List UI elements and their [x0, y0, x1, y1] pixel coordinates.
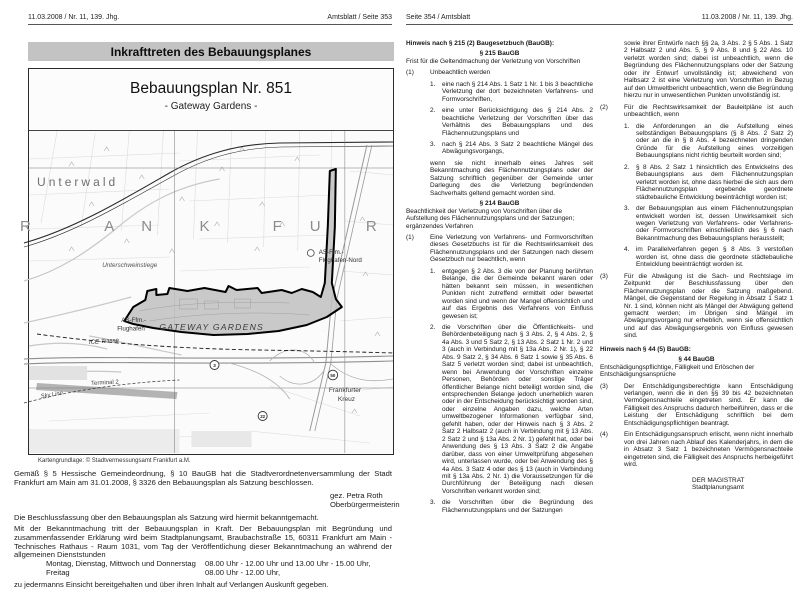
paragraph-marker: (1) — [406, 233, 414, 241]
section-215-heading: § 215 BauGB — [479, 50, 520, 58]
inspection-paragraph: zu jedermanns Einsicht bereitgehalten und über ihren Inhalt auf Verlangen Auskunft gegeben. — [14, 580, 329, 589]
paragraph-text: Für die Rechtswirksamkeit der Bauleitpläne ist auch unbeachtlich, wenn — [624, 103, 793, 119]
item-number: 2. — [624, 163, 630, 171]
list-item — [406, 499, 593, 514]
route-badge-3: 22 — [260, 413, 266, 419]
map-label-as-flughafen-1: AS-Ffm.- — [121, 317, 147, 324]
map-label-sky-line: Sky Line — [40, 390, 64, 400]
paragraph-214-2 — [600, 104, 793, 119]
section-214-subtitle: Beachtlichkeit der Verletzung von Vorschriften über die Aufstellung des Flächennutzungsplans und der Satzungen; ergänzendes Verfahren — [406, 207, 575, 230]
paragraph-text: Der Entschädigungsberechtigte kann Entschädigung verlangen, wenn die in den §§ 39 bis 42 bezeichneten Vermögensnachteile eingetreten sind. Er kann die Fälligkeit des Anspruchs dadurch herbeiführen, dass er die Leistung der Entschädigung schriftlich bei dem Entschädigungspflichtigen beantragt. — [624, 382, 793, 427]
paragraph-marker: (2) — [600, 103, 608, 111]
map-title: Bebauungsplan Nr. 851 — [129, 80, 293, 97]
map-label-as-flughafen-2: Flughafen — [117, 325, 145, 333]
announcement-title: Inkrafttreten des Bebauungsplanes — [28, 42, 394, 61]
resolution-paragraph: Gemäß § 5 Hessische Gemeindeordnung, § 10 BauGB hat die Stadtverordnetenversammlung der Stadt Frankfurt am Main am 31.01.2008, § 3326 den Bebauungsplan als Satzung beschlossen. — [14, 469, 392, 487]
magistrat-line-2: Stadtplanungsamt — [692, 484, 744, 492]
list-item — [406, 268, 593, 320]
item-number: 3. — [430, 140, 436, 148]
item-text: der Bebauungsplan aus einem Flächennutzungsplan entwickelt worden ist, dessen Unwirksamkeit sich wegen Verletzung von Verfahrens- oder Verfahrens- oder Formvorschriften einschließlich des § 6 nach Bekanntmachung des Bebauungsplans herausstellt; — [636, 205, 793, 242]
section-44-heading: § 44 BauGB — [678, 356, 715, 364]
hint-44-heading: Hinweis nach § 44 (5) BauGB: — [600, 345, 691, 353]
signature-block — [330, 492, 400, 510]
map-label-as-nord-1: AS-Ffm.- — [318, 249, 344, 256]
paragraph-text: Ein Entschädigungsanspruch erlischt, wenn nicht innerhalb von drei Jahren nach Ablauf des Kalenderjahrs, in dem die in Absatz 3 Satz 1 bezeichneten Vermögensnachteile eingetreten sind, die Fälligkeit des Anspruchs herbeigeführt wird. — [624, 431, 793, 469]
office-hours-row — [46, 569, 392, 578]
magistrat-signature — [692, 477, 793, 492]
item-text: entgegen § 2 Abs. 3 die von der Planung berührten Belange, die der Gemeinde bekannt waren oder hätten bekannt sein müssen, in wesentlichen Punkten nicht zutreffend ermittelt oder bewertet worden sind und wenn der Mangel offensichtlich und auf das Ergebnis des Verfahrens von Einfluss gewesen ist; — [442, 267, 593, 320]
legal-column-1 — [406, 40, 593, 514]
map-label-unterwald: Unterwald — [37, 175, 119, 189]
legal-column-2 — [600, 40, 793, 492]
signature-title: Oberbürgermeisterin — [330, 499, 400, 509]
item-text: die Vorschriften über die Öffentlichkeits- und Behördenbeteiligung nach § 3 Abs. 2, § 4 Abs. 2, § 4a Abs. 3 und 5 Satz 2, § 13 Abs. 2 Satz 1 Nr. 2 und 3 (auch in Verbindung mit § 13a Abs. 2 Nr. 1), § 22 Abs. 9 Satz 2, § 34 Abs. 6 Satz 1 sowie § 35 Abs. 6 Satz 5 verletzt worden sind; dabei ist unbeachtlich, wenn bei Anwendung der Vorschriften einzelne Personen, Behörden oder sonstige Träger öffentlicher Belange nicht beteiligt worden sind, die entsprechenden Belange jedoch unerheblich waren oder in der Entscheidung berücksichtigt worden sind, oder einzelne Angaben dazu, welche Arten umweltbezogener Informationen verfügbar sind, gefehlt haben, oder der Hinweis nach § 3 Abs. 2 Satz 2 Halbsatz 2 (auch in Verbindung mit § 13 Abs. 2 Satz 2 und § 13a Abs. 2 Nr. 1) gefehlt hat, oder bei Anwendung des § 13 Abs. 3 Satz 2 die Angabe darüber, dass von einer Umweltprüfung abgesehen wird, unterlassen wurde, oder bei Anwendung des § 4a Abs. 3 Satz 4 oder des § 13 (auch in Verbindung mit § 13a Abs. 2 Nr. 1) die Voraussetzungen für die Durchführung der Beteiligung nach diesen Vorschriften verkannt worden sind; — [442, 323, 594, 495]
list-item — [406, 107, 593, 137]
list-item — [406, 324, 593, 495]
city-map — [19, 131, 393, 453]
map-label-frankfurt-letters: R A N K F U R — [19, 218, 377, 235]
item-text: die Anforderungen an die Aufstellung eines selbständigen Bebauungsplans (§ 8 Abs. 2 Satz 2) oder an die in § 8 Abs. 4 bezeichneten dringenden Gründe für die Aufstellung eines vorzeitigen Bebauungsplans nicht richtig beurteilt worden sind; — [636, 122, 793, 160]
paragraph-marker: (1) — [406, 69, 414, 77]
paragraph-44-3 — [600, 383, 793, 428]
paragraph-marker: (4) — [600, 431, 608, 439]
office-hours — [46, 560, 392, 577]
map-label-frankfurter: Frankfurter — [328, 387, 362, 394]
item-number: 1. — [624, 122, 630, 130]
right-header-date: 11.03.2008 / Nr. 11, 139. Jhg. — [701, 14, 793, 21]
map-figure — [19, 68, 394, 455]
item-number: 4. — [624, 246, 630, 254]
paragraph-214-3 — [600, 273, 793, 340]
item-number: 1. — [430, 267, 436, 275]
left-header-page: Amtsblatt / Seite 353 — [327, 14, 392, 21]
item-text: eine nach § 214 Abs. 1 Satz 1 Nr. 1 bis 3 beachtliche Verletzung der dort bezeichneten Verfahrens- und Formvorschriften, — [442, 80, 593, 103]
item-text: eine unter Berücksichtigung des § 214 Abs. 2 beachtliche Verletzung der Vorschriften über das Verhältnis des Bebauungsplans und des Flächennutzungsplans und — [442, 107, 593, 137]
right-header-page: Seite 354 / Amtsblatt — [406, 14, 471, 21]
paragraph-marker: (3) — [600, 382, 608, 390]
hint-215-heading: Hinweis nach § 215 (2) Baugesetzbuch (BauGB): — [406, 40, 555, 47]
map-label-unterschweinstiege: Unterschweinstiege — [102, 262, 158, 269]
office-hours-days: Montag, Dienstag, Mittwoch und Donnerstag — [46, 559, 196, 568]
paragraph-44-4 — [600, 431, 793, 468]
office-hours-times: 08.00 Uhr - 12.00 Uhr, — [205, 567, 281, 577]
map-label-ice-trasse: ICE-Trasse — [88, 337, 120, 346]
route-badge-1: 3 — [213, 362, 216, 368]
list-item — [600, 205, 793, 242]
paragraph-214-1 — [406, 234, 593, 264]
item-number: 3. — [430, 499, 436, 507]
paragraph-215-1 — [406, 69, 593, 76]
effective-paragraph: Mit der Bekanntmachung tritt der Bebauungsplan in Kraft. Der Bebauungsplan mit Begründung und zusammenfassender Erklärung wird beim Stadtplanungsamt, Braubachstraße 15, 60311 Frankfurt am Main - Technisches Rathaus - Raum 1031, vom Tag der Veröffentlichung dieser Bekanntmachung an während der allgemeinen Dienststunden — [14, 524, 392, 560]
continuation-paragraph: sowie ihrer Entwürfe nach §§ 2a, 3 Abs. 2 § 5 Abs. 1 Satz 2 Halbsatz 2 und Abs. 5, § 9 Abs. 8 und § 22 Abs. 10 verletzt worden sind; dabei ist unbeachtlich, wenn die Begründung des Flächennutzungsplans oder der Satzung oder ihr Entwurf unvollständig ist; abweichend von Halbsatz 2 ist eine Verletzung von Vorschriften in Bezug auf den Umweltbericht unbeachtlich, wenn die Begründung hierzu nur in unwesentlichen Punkten unvollständig ist. — [624, 40, 793, 100]
office-hours-days: Freitag — [46, 567, 70, 577]
item-number: 2. — [430, 107, 436, 115]
item-number: 3. — [624, 205, 630, 213]
item-text: im Parallelverfahren gegen § 8 Abs. 3 verstoßen worden ist, ohne dass die geordnete städtebauliche Entwicklung beeinträchtigt worden ist. — [636, 246, 793, 269]
item-text: nach § 214 Abs. 3 Satz 2 beachtliche Mängel des Abwägungsvorgangs, — [442, 140, 593, 156]
paragraph-marker: (3) — [600, 272, 608, 280]
list-item — [600, 123, 793, 160]
map-title-block — [29, 69, 393, 131]
right-page-header — [406, 14, 793, 25]
route-badge-2: 50 — [330, 372, 336, 378]
closing-clause: wenn sie nicht innerhalb eines Jahres seit Bekanntmachung des Flächennutzungsplans oder der Satzung schriftlich gegenüber der Gemeinde unter Darlegung des die Verletzung begründenden Sachverhalts geltend gemacht worden sind. — [430, 159, 593, 197]
list-item — [600, 246, 793, 268]
paragraph-text: Für die Abwägung ist die Sach- und Rechtslage im Zeitpunkt der Beschlussfassung über den Flächennutzungsplan oder die Satzung maßgebend. Mängel, die Gegenstand der Regelung in Absatz 1 Satz 1 Nr. 1 sind, können nicht als Mängel der Abwägung geltend gemacht werden; im Übrigen sind Mängel im Abwägungsvorgang nur erheblich, wenn sie offensichtlich und auf das Abwägungsergebnis von Einfluss gewesen sind. — [624, 272, 793, 340]
section-44-subtitle: Entschädigungspflichtige, Fälligkeit und Erlöschen der Entschädigungsansprüche — [600, 363, 755, 379]
item-text: § 8 Abs. 2 Satz 1 hinsichtlich des Entwickelns des Bebauungsplans aus dem Flächennutzungsplan verletzt worden ist, ohne dass hierbei die sich aus dem Flächennutzungsplan ergebende geordnete städtebauliche Entwicklung beeinträchtigt worden ist; — [636, 163, 793, 201]
left-page-header — [28, 14, 392, 25]
signature-name: gez. Petra Roth — [330, 491, 383, 500]
office-hours-times: 08.00 Uhr - 12.00 Uhr und 13.00 Uhr - 15.00 Uhr, — [205, 559, 371, 568]
item-text: die Vorschriften über die Begründung des Flächennutzungsplans und der Satzungen — [442, 499, 593, 514]
section-214-heading: § 214 BauGB — [479, 200, 520, 208]
route-badge-exit — [307, 250, 314, 257]
item-number: 1. — [430, 80, 436, 88]
item-number: 2. — [430, 323, 436, 331]
left-header-date: 11.03.2008 / Nr. 11, 139. Jhg. — [28, 14, 120, 21]
announcement-paragraph: Die Beschlussfassung über den Bebauungsplan als Satzung wird hiermit bekanntgemacht. — [14, 513, 319, 522]
map-source-caption: Kartengrundlage: © Stadtvermessungsamt Frankfurt a.M. — [38, 458, 191, 464]
list-item — [406, 141, 593, 156]
map-label-terminal-2: Terminal 2 — [90, 379, 119, 387]
map-label-gateway-gardens: GATEWAY GARDENS — [159, 322, 264, 332]
map-subtitle: - Gateway Gardens - — [164, 101, 258, 112]
map-label-as-nord-2: Flughafen-Nord — [318, 257, 362, 264]
paragraph-text: Eine Verletzung von Verfahrens- und Formvorschriften dieses Gesetzbuchs ist für die Rechtswirksamkeit des Flächennutzungsplans und der Satzungen nach diesem Gesetzbuch nur beachtlich, wenn — [430, 233, 593, 264]
list-item — [406, 81, 593, 103]
list-item — [600, 164, 793, 201]
magistrat-line-1: DER MAGISTRAT — [692, 476, 745, 484]
map-label-kreuz: Kreuz — [337, 396, 356, 403]
paragraph-text: Unbeachtlich werden — [430, 69, 491, 77]
section-215-subtitle: Frist für die Geltendmachung der Verletzung von Vorschriften — [406, 57, 581, 65]
